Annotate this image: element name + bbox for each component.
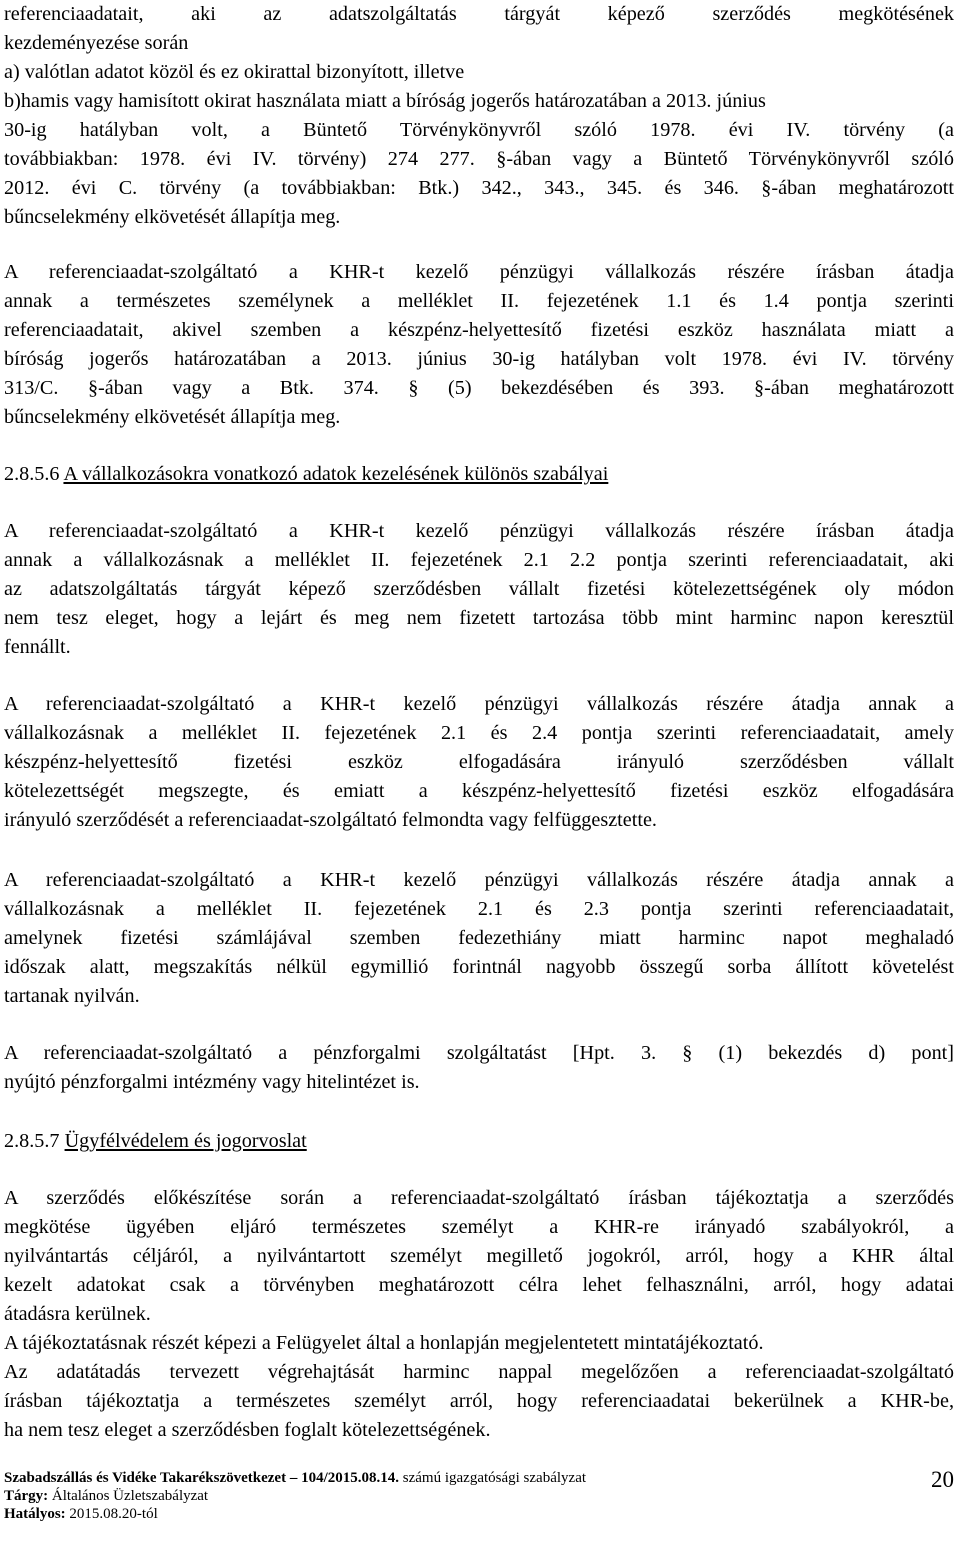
paragraph-cash-substitute-offence xyxy=(4,258,954,432)
text-line: b)hamis vagy hamisított okirat használata miatt a bíróság jogerős határozatában a 2013. június xyxy=(4,90,766,112)
footer-effective-label: Hatályos: xyxy=(4,1506,66,1522)
footer-subject-value: Általános Üzletszabályzat xyxy=(48,1488,209,1504)
text-line: a) valótlan adatot közöl és ez okirattal bizonyított, illetve xyxy=(4,61,465,83)
text-line: irányuló szerződését a referenciaadat-szolgáltató felmondta vagy felfüggesztette. xyxy=(4,809,657,831)
section-heading-business-data xyxy=(4,460,608,489)
text-line: készpénz-helyettesítő fizetési eszköz elfogadására irányuló szerződésben vállalt xyxy=(4,751,954,773)
text-line: kötelezettségét megszegte, és emiatt a készpénz-helyettesítő fizetési eszköz elfogadására xyxy=(4,780,954,802)
footer-effective-line xyxy=(4,1505,954,1523)
text-line: 2012. évi C. törvény (a továbbiakban: Btk.) 342., 343., 345. és 346. §-ában meghatározott xyxy=(4,177,954,199)
text-line: nyújtó pénzforgalmi intézmény vagy hitelintézet is. xyxy=(4,1071,420,1093)
footer-org: Szabadszállás és Vidéke Takarékszövetkezet xyxy=(4,1470,287,1486)
text-line: annak a természetes személynek a melléklet II. fejezetének 1.1 és 1.4 pontja szerinti xyxy=(4,290,954,312)
text-line: 30-ig hatályban volt, a Büntető Törvénykönyvről szóló 1978. évi IV. törvény (a xyxy=(4,119,954,141)
text-line: időszak alatt, megszakítás nélkül egymillió forintnál nagyobb összegű sorba állított követelést xyxy=(4,956,954,978)
paragraph-customer-information xyxy=(4,1184,954,1445)
paragraph-criminal-offence-continued xyxy=(4,0,954,232)
text-line: vállalkozásnak a melléklet II. fejezetének 2.1 és 2.3 pontja szerinti referenciaadatait, xyxy=(4,898,954,920)
page-number: 20 xyxy=(931,1467,954,1492)
paragraph-business-insufficient-funds xyxy=(4,866,954,1011)
text-line: írásban tájékoztatja a természetes személyt arról, hogy referenciaadatai bekerülnek a KHR-be, xyxy=(4,1390,954,1412)
section-title: Ügyfélvédelem és jogorvoslat xyxy=(64,1130,307,1152)
paragraph-business-contract-termination xyxy=(4,690,954,835)
section-heading-customer-protection xyxy=(4,1127,307,1156)
text-line: amelynek fizetési számlájával szemben fedezethiány miatt harminc napot meghaladó xyxy=(4,927,954,949)
paragraph-payment-institution xyxy=(4,1039,954,1097)
footer-subject-line xyxy=(4,1487,954,1505)
text-line: referenciaadatait, aki az adatszolgáltatás tárgyát képező szerződés megkötésének xyxy=(4,3,954,25)
footer-ref-number: 104/2015.08.14. xyxy=(301,1470,400,1486)
text-line: nem tesz eleget, hogy a lejárt és meg nem fizetett tartozása több mint harminc napon keresztül xyxy=(4,607,954,629)
paragraph-business-overdue-debt xyxy=(4,517,954,662)
text-line: továbbiakban: 1978. évi IV. törvény) 274 277. §-ában vagy a Büntető Törvénykönyvről szóló xyxy=(4,148,954,170)
text-line: vállalkozásnak a melléklet II. fejezetének 2.1 és 2.4 pontja szerinti referenciaadatait, amely xyxy=(4,722,954,744)
text-line: átadásra kerülnek. xyxy=(4,1303,151,1325)
section-number: 2.8.5.7 xyxy=(4,1130,60,1152)
section-number: 2.8.5.6 xyxy=(4,463,60,485)
text-line: 313/C. §-ában vagy a Btk. 374. § (5) bekezdésében és 393. §-ában meghatározott xyxy=(4,377,954,399)
text-line: A referenciaadat-szolgáltató a KHR-t kezelő pénzügyi vállalkozás részére átadja annak a xyxy=(4,869,954,891)
text-line: tartanak nyilván. xyxy=(4,985,140,1007)
footer-dash: – xyxy=(286,1470,302,1486)
text-line: A referenciaadat-szolgáltató a KHR-t kezelő pénzügyi vállalkozás részére írásban átadja xyxy=(4,520,954,542)
text-line: kezdeményezése során xyxy=(4,32,189,54)
text-line: A referenciaadat-szolgáltató a KHR-t kezelő pénzügyi vállalkozás részére írásban átadja xyxy=(4,261,954,283)
footer-effective-value: 2015.08.20-tól xyxy=(65,1506,158,1522)
text-line: bűncselekmény elkövetését állapítja meg. xyxy=(4,406,341,428)
text-line: fennállt. xyxy=(4,636,71,658)
text-line: kezelt adatokat csak a törvényben meghatározott célra lehet felhasználni, arról, hogy adatai xyxy=(4,1274,954,1296)
footer-subject-label: Tárgy: xyxy=(4,1488,49,1504)
text-line: ha nem tesz eleget a szerződésben foglalt kötelezettségének. xyxy=(4,1419,491,1441)
text-line: bíróság jogerős határozatában a 2013. június 30-ig hatályban volt 1978. évi IV. törvény xyxy=(4,348,954,370)
text-line: annak a vállalkozásnak a melléklet II. fejezetének 2.1 2.2 pontja szerinti referenciaadatait, aki xyxy=(4,549,954,571)
text-line: A szerződés előkészítése során a referenciaadat-szolgáltató írásban tájékoztatja a szerződés xyxy=(4,1187,954,1209)
page-footer xyxy=(4,1469,954,1523)
text-line: A referenciaadat-szolgáltató a KHR-t kezelő pénzügyi vállalkozás részére átadja annak a xyxy=(4,693,954,715)
text-line: az adatszolgáltatás tárgyát képező szerződésben vállalt fizetési kötelezettségének oly módon xyxy=(4,578,954,600)
text-line: A tájékoztatásnak részét képezi a Felügyelet által a honlapján megjelentetett mintatájékoztató. xyxy=(4,1332,764,1354)
section-title: A vállalkozásokra vonatkozó adatok kezelésének különös szabályai xyxy=(63,463,609,485)
text-line: referenciaadatait, akivel szemben a készpénz-helyettesítő fizetési eszköz használata miatt a xyxy=(4,319,954,341)
text-line: nyilvántartás céljáról, a nyilvántartott személyt megillető jogokról, arról, hogy a KHR által xyxy=(4,1245,954,1267)
footer-ref-suffix: számú igazgatósági szabályzat xyxy=(399,1470,587,1486)
text-line: A referenciaadat-szolgáltató a pénzforgalmi szolgáltatást [Hpt. 3. § (1) bekezdés d) pont] xyxy=(4,1042,954,1064)
text-line: Az adatátadás tervezett végrehajtását harminc nappal megelőzően a referenciaadat-szolgáltató xyxy=(4,1361,954,1383)
footer-regulation-line xyxy=(4,1467,954,1492)
text-line: bűncselekmény elkövetését állapítja meg. xyxy=(4,206,341,228)
text-line: megkötése ügyében eljáró természetes személyt a KHR-re irányadó szabályokról, a xyxy=(4,1216,954,1238)
